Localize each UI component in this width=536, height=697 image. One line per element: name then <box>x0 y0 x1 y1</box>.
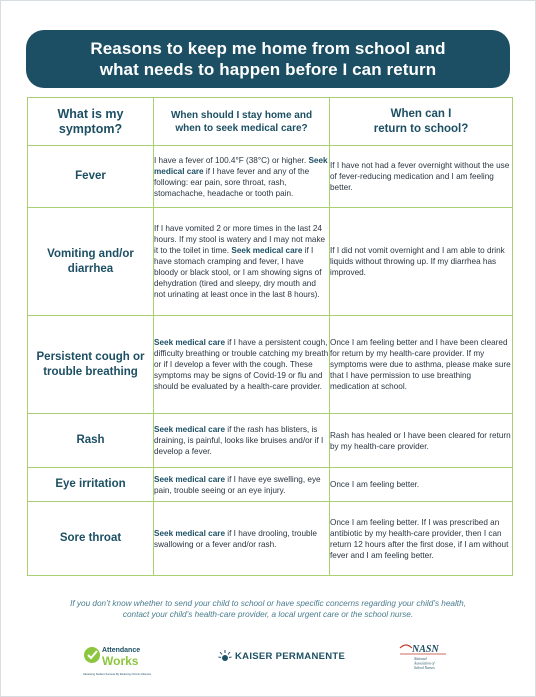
stay-home-cell: Seek medical care if I have eye swelling, eye pain, trouble seeing or an eye injury. <box>154 468 330 502</box>
seek-medical-care-label: Seek medical care <box>231 246 303 255</box>
nasn-line3: School Nurses <box>414 666 435 670</box>
logo-strip <box>0 636 536 681</box>
return-cell: Once I am feeling better. If I was prescribed an antibiotic by my health-care provider, then I can return 12 hours after the first dose, if I am without fever and I am feeling better. <box>330 502 513 576</box>
stay-home-cell: Seek medical care if I have a persistent cough, difficulty breathing or trouble catching my breath or if I develop a fever with the cough. These symptoms may be signs of Covid-19 or flu and should be evaluated by a health-care provider. <box>154 316 330 414</box>
table-row <box>28 414 513 468</box>
kaiser-permanente-logo <box>218 646 345 666</box>
nasn-line1: National <box>414 657 427 661</box>
attendance-works-tagline: Advancing Student Success By Reducing Chronic Absence <box>83 673 152 676</box>
title-banner <box>26 30 510 88</box>
table-header-row <box>28 98 513 146</box>
title-line-1: Reasons to keep me home from school and <box>90 39 446 58</box>
return-cell: If I did not vomit overnight and I am able to drink liquids without throwing up. If my diarrhea has improved. <box>330 208 513 316</box>
symptom-cell: Eye irritation <box>28 468 154 502</box>
kaiser-sun-icon <box>218 649 232 663</box>
return-cell: Once I am feeling better. <box>330 468 513 502</box>
symptom-cell: Rash <box>28 414 154 468</box>
header-return: When can I return to school? <box>330 98 513 146</box>
table-row <box>28 208 513 316</box>
return-cell: Once I am feeling better and I have been cleared for return by my health-care provider. If my symptoms were due to asthma, please make sure that I have permission to use breathing medication at school. <box>330 316 513 414</box>
table-row <box>28 468 513 502</box>
stay-home-cell: If I have vomited 2 or more times in the last 24 hours. If my stool is watery and I may not make it to the toilet in time. Seek medical care if I have stomach cramping and fever, I have bloody or black stool, or I am showing signs of dehydration (tired and sleepy, dry mouth and not urinating at least once in the last 8 hours). <box>154 208 330 316</box>
table-row <box>28 146 513 208</box>
return-cell: Rash has healed or I have been cleared for return by my health-care provider. <box>330 414 513 468</box>
symptom-table <box>27 97 513 576</box>
nasn-line2: Association of <box>414 661 435 666</box>
footnote: If you don’t know whether to send your child to school or have specific concerns regarding your child’s health, contact your child’s health-care provider, a local urgent care or the school nurse. <box>70 599 466 619</box>
header-symptom: What is my symptom? <box>28 98 154 146</box>
attendance-works-word2: Works <box>102 654 139 668</box>
attendance-works-mark-icon <box>84 647 100 663</box>
nasn-logo <box>398 640 458 680</box>
seek-medical-care-label: Seek medical care <box>154 528 226 538</box>
seek-medical-care-label: Seek medical care <box>154 338 226 347</box>
symptom-cell: Persistent cough or trouble breathing <box>28 316 154 414</box>
nasn-swoosh-icon <box>400 645 412 648</box>
stay-home-cell: Seek medical care if the rash has blisters, is draining, is painful, looks like bruises and/or if I develop a fever. <box>154 414 330 468</box>
kaiser-permanente-name: KAISER PERMANENTE <box>235 650 346 662</box>
stay-home-cell: I have a fever of 100.4°F (38°C) or higher. Seek medical care if I have fever and any of the following: ear pain, sore throat, rash, stomachache, headache or tooth pain. <box>154 146 330 208</box>
seek-medical-care-label: Seek medical care <box>154 155 328 176</box>
return-cell: If I have not had a fever overnight without the use of fever-reducing medication and I am feeling better. <box>330 146 513 208</box>
symptom-cell: Fever <box>28 146 154 208</box>
seek-medical-care-label: Seek medical care <box>154 425 226 434</box>
table-row <box>28 316 513 414</box>
attendance-works-logo <box>82 638 152 682</box>
symptom-cell: Vomiting and/or diarrhea <box>28 208 154 316</box>
attendance-works-word1: Attendance <box>102 647 141 654</box>
title-line-2: what needs to happen before I can return <box>99 60 437 79</box>
seek-medical-care-label: Seek medical care <box>154 474 226 484</box>
symptom-cell: Sore throat <box>28 502 154 576</box>
table-row <box>28 502 513 576</box>
nasn-acronym: NASN <box>412 644 439 655</box>
header-stay-home: When should I stay home and when to seek medical care? <box>154 98 330 146</box>
stay-home-cell: Seek medical care if I have drooling, trouble swallowing or a fever and/or rash. <box>154 502 330 576</box>
